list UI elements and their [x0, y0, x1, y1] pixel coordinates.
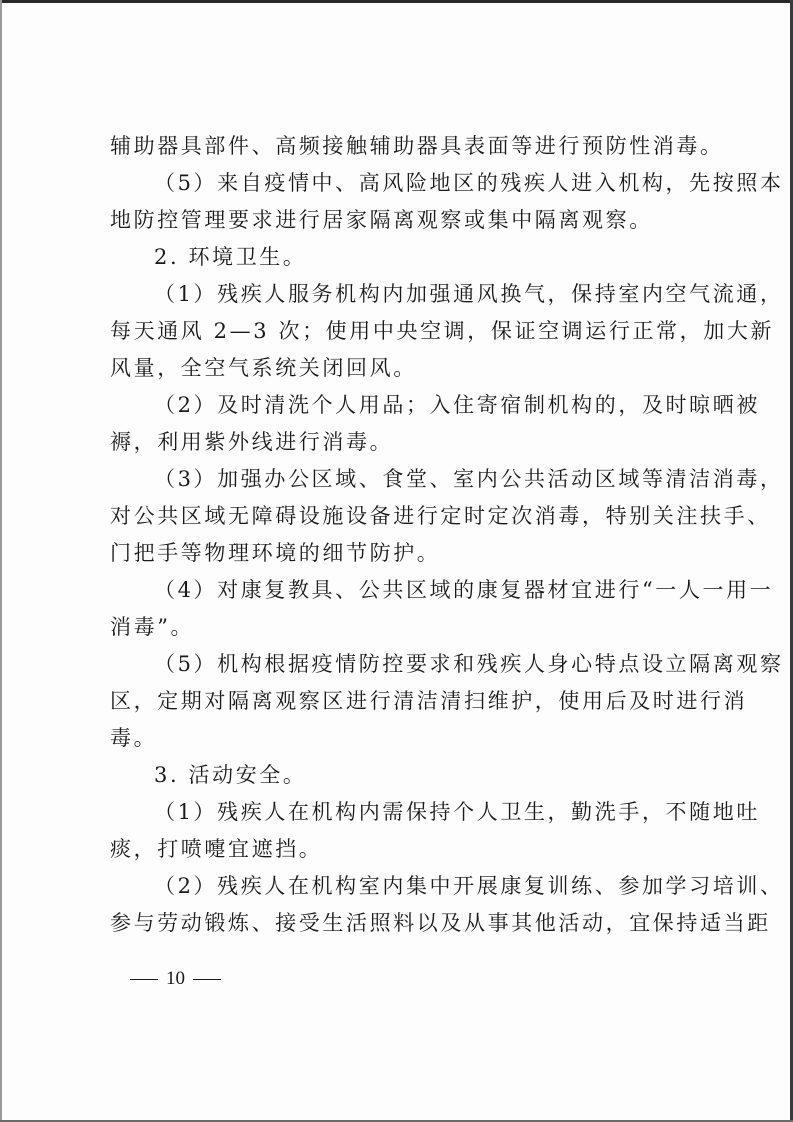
section-heading: 2. 环境卫生。 [154, 245, 307, 269]
page-border-left [0, 0, 2, 1122]
page-number-dash-right [193, 979, 221, 980]
text-line: 毒。 [110, 726, 158, 750]
text-line: （3）加强办公区域、食堂、室内公共活动区域等清洁消毒， [154, 467, 784, 491]
text-line: 对公共区域无障碍设施设备进行定时定次消毒，特别关注扶手、 [110, 504, 771, 528]
text-line: （1）残疾人服务机构内加强通风换气，保持室内空气流通， [154, 282, 784, 306]
page-number-dash-left [130, 979, 158, 980]
text-line: 区，定期对隔离观察区进行清洁清扫维护，使用后及时进行消 [110, 689, 748, 713]
text-line: （5）来自疫情中、高风险地区的残疾人进入机构，先按照本 [154, 171, 784, 195]
section-heading: 3. 活动安全。 [154, 763, 307, 787]
text-line: 褥，利用紫外线进行消毒。 [110, 430, 394, 454]
text-line: 参与劳动锻炼、接受生活照料以及从事其他活动，宜保持适当距 [110, 911, 771, 935]
text-line: （2）残疾人在机构室内集中开展康复训练、参加学习培训、 [154, 874, 784, 898]
text-line: 消毒”。 [110, 615, 195, 639]
page-number-value: 10 [166, 968, 185, 989]
page-border-top [0, 0, 793, 3]
text-line: 风量，全空气系统关闭回风。 [110, 356, 417, 380]
text-line: 每天通风 2—3 次；使用中央空调，保证空调运行正常，加大新 [110, 319, 775, 343]
text-line: 地防控管理要求进行居家隔离观察或集中隔离观察。 [110, 208, 653, 232]
text-line: （1）残疾人在机构内需保持个人卫生，勤洗手，不随地吐 [154, 800, 760, 824]
page-number [122, 968, 229, 990]
text-line: （4）对康复教具、公共区域的康复器材宜进行“一人一用一 [154, 578, 774, 602]
text-line: 门把手等物理环境的细节防护。 [110, 541, 441, 565]
text-line: 辅助器具部件、高频接触辅助器具表面等进行预防性消毒。 [110, 134, 724, 158]
text-line: （2）及时清洗个人用品；入住寄宿制机构的，及时晾晒被 [154, 393, 760, 417]
text-line: （5）机构根据疫情防控要求和残疾人身心特点设立隔离观察 [154, 652, 784, 676]
text-line: 痰，打喷嚏宜遮挡。 [110, 837, 323, 861]
document-body [110, 128, 784, 942]
